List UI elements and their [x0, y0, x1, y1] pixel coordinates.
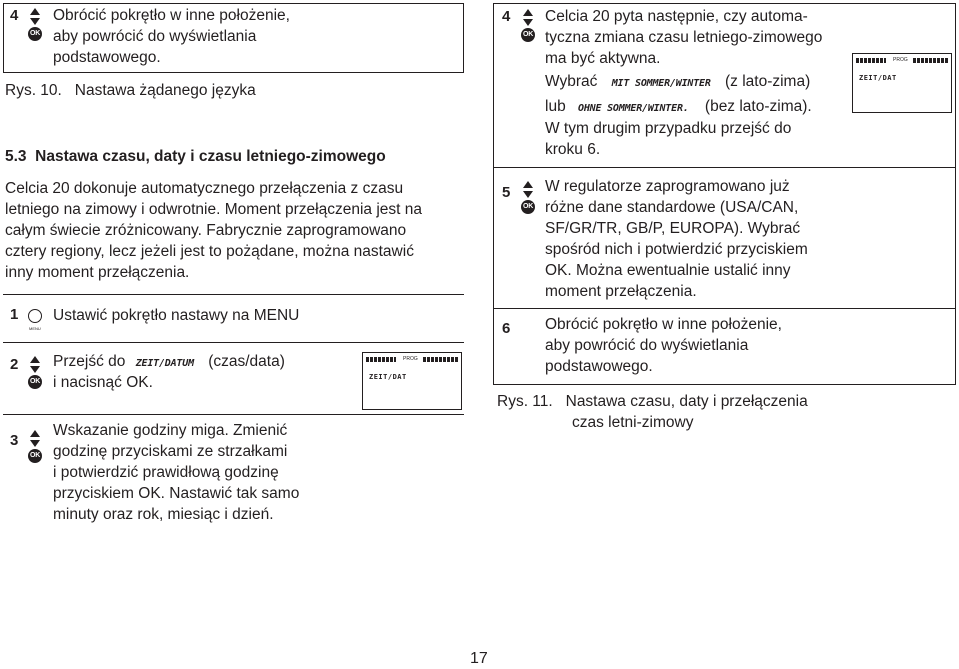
divider-step1 [3, 294, 464, 295]
display-word-zeit-datum: ZEIT/DATUM [135, 358, 194, 369]
lcd-prog-label: PROG [403, 356, 418, 362]
step1-number: 1 [10, 306, 19, 323]
divider-step2 [3, 342, 464, 343]
intro-line5: inny moment przełączenia. [5, 264, 190, 281]
step2-prefix: Przejść do [53, 353, 126, 370]
figure11-caption-line2: czas letni-zimowy [572, 414, 694, 431]
step1-text: Ustawić pokrętło nastawy na MENU [53, 307, 300, 324]
lcd-label: ZEIT/DAT [369, 373, 407, 381]
rotary-knob-icon [28, 309, 42, 323]
or-prefix: lub [545, 98, 566, 115]
lcd-segment-bar [366, 357, 396, 362]
left-step4-line2: aby powrócić do wyświetlania [53, 28, 257, 45]
lcd-prog-label: PROG [893, 57, 908, 63]
step3-line4: przyciskiem OK. Nastawić tak samo [53, 485, 300, 502]
lcd-segment-bar-right [913, 58, 949, 63]
right-step5-line6: moment przełączenia. [545, 283, 697, 300]
up-down-arrows-icon [523, 9, 533, 26]
right-step4-line3: ma być aktywna. [545, 50, 661, 67]
step3-line2: godzinę przyciskami ze strzałkami [53, 443, 288, 460]
step2-number: 2 [10, 356, 19, 373]
intro-line2: letniego na zimowy i odwrotnie. Moment przełączenia jest na [5, 201, 422, 218]
right-step4-line2: tyczna zmiana czasu letniego-zimowego [545, 29, 823, 46]
section-heading: 5.3 Nastawa czasu, daty i czasu letniego-zimowego [5, 148, 386, 165]
display-word-ohne-sommer-winter: OHNE SOMMER/WINTER. [578, 103, 689, 114]
step3-number: 3 [10, 432, 19, 449]
lcd-display-left [362, 352, 462, 410]
page-number: 17 [470, 650, 488, 667]
right-step5-line4: spośród nich i potwierdzić przyciskiem [545, 241, 808, 258]
intro-line3: całym świecie zróżnicowany. Fabrycznie zaprogramowano [5, 222, 407, 239]
lcd-segment-bar [856, 58, 886, 63]
right-step5-number: 5 [502, 184, 511, 201]
step2-suffix: (czas/data) [208, 353, 285, 370]
right-step5-line1: W regulatorze zaprogramowano już [545, 178, 790, 195]
intro-line4: cztery regiony, lecz jeżeli jest to pożądane, można nastawić [5, 243, 414, 260]
right-step4-line1: Celcia 20 pyta następnie, czy automa- [545, 8, 808, 25]
up-down-arrows-icon [30, 8, 40, 25]
right-step5-line2: różne dane standardowe (USA/CAN, [545, 199, 799, 216]
right-step6-line1: Obrócić pokrętło w inne położenie, [545, 316, 782, 333]
right-step5-line3: SF/GR/TR, GB/P, EUROPA). Wybrać [545, 220, 801, 237]
ok-button-icon: OK [28, 449, 42, 463]
up-down-arrows-icon [30, 430, 40, 447]
step3-line5: minuty oraz rok, miesiąc i dzień. [53, 506, 274, 523]
left-step4-line3: podstawowego. [53, 49, 161, 66]
right-step6-line3: podstawowego. [545, 358, 653, 375]
step2-line2: i nacisnąć OK. [53, 374, 153, 391]
right-step6-line2: aby powrócić do wyświetlania [545, 337, 749, 354]
divider-step5 [493, 167, 956, 168]
figure11-caption-line1: Rys. 11. Nastawa czasu, daty i przełączenia [497, 393, 808, 410]
figure10-caption: Rys. 10. Nastawa żądanego języka [5, 82, 256, 99]
ok-button-icon: OK [28, 27, 42, 41]
right-step4-or-line [545, 96, 812, 119]
right-step5-line5: OK. Można ewentualnie ustalić inny [545, 262, 791, 279]
up-down-arrows-icon [523, 181, 533, 198]
up-down-arrows-icon [30, 356, 40, 373]
step3-line1: Wskazanie godziny miga. Zmienić [53, 422, 288, 439]
step3-line3: i potwierdzić prawidłową godzinę [53, 464, 279, 481]
ok-button-icon: OK [521, 28, 535, 42]
left-step4-number: 4 [10, 7, 19, 24]
step2-line1 [53, 351, 285, 374]
right-step4-number: 4 [502, 8, 511, 25]
right-step6-number: 6 [502, 320, 511, 337]
lcd-display-right [852, 53, 952, 113]
right-step4-choose-line [545, 71, 810, 94]
divider-step6 [493, 308, 956, 309]
left-step4-line1: Obrócić pokrętło w inne położenie, [53, 7, 290, 24]
knob-menu-caption: MENU [29, 326, 41, 331]
lcd-segment-bar-right [423, 357, 459, 362]
ok-button-icon: OK [521, 200, 535, 214]
or-suffix: (bez lato-zima). [704, 98, 812, 115]
ok-button-icon: OK [28, 375, 42, 389]
choose-prefix: Wybrać [545, 73, 598, 90]
display-word-mit-sommer-winter: MIT SOMMER/WINTER [611, 78, 711, 89]
lcd-label: ZEIT/DAT [859, 74, 897, 82]
choose-suffix: (z lato-zima) [724, 73, 811, 90]
intro-line1: Celcia 20 dokonuje automatycznego przełączenia z czasu [5, 180, 404, 197]
right-step4-after2: kroku 6. [545, 141, 601, 158]
divider-step3 [3, 414, 464, 415]
right-step4-after1: W tym drugim przypadku przejść do [545, 120, 792, 137]
